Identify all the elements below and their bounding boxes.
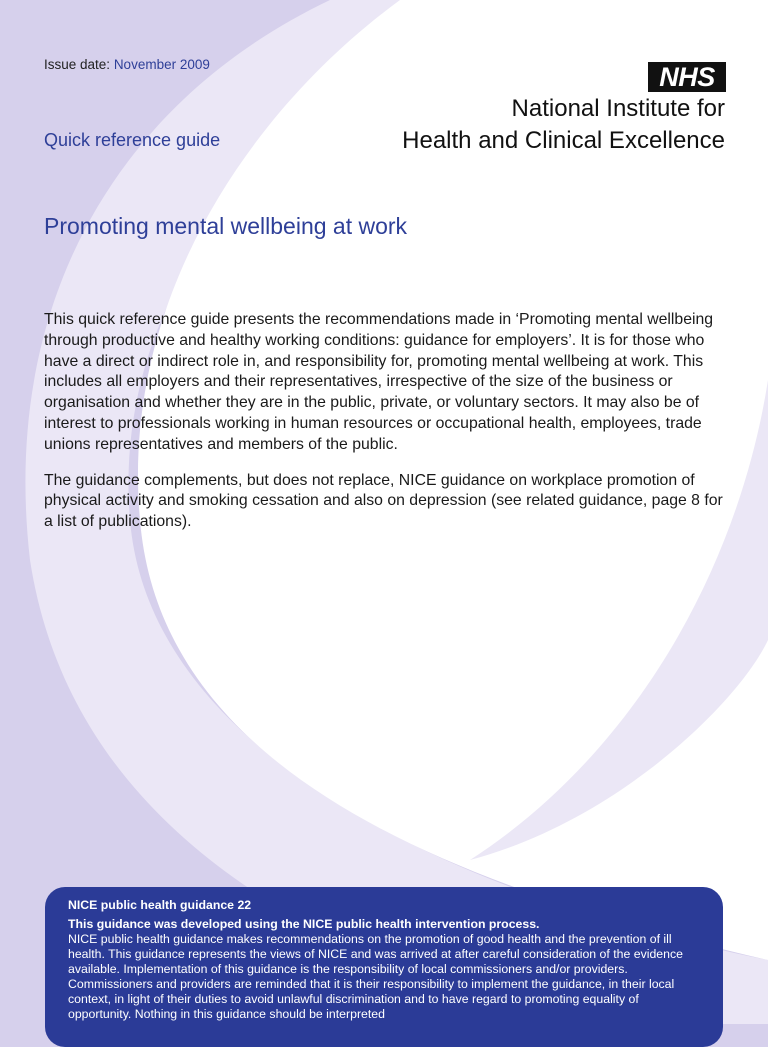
issue-date-value: November 2009 bbox=[113, 57, 210, 72]
info-box-heading: NICE public health guidance 22 bbox=[68, 898, 252, 912]
guide-type: Quick reference guide bbox=[44, 130, 221, 150]
intro-text bbox=[44, 310, 734, 548]
institute-name-line2: Health and Clinical Excellence bbox=[402, 127, 725, 154]
info-box-body: NICE public health guidance makes recommendations on the promotion of good health and the prevention of ill health. This guidance represents the views of NICE and was arrived at after careful consideration of the evidence available. Implementation of this guidance is the responsibility of local commissioners and/or providers. Commissioners and providers are reminded that it is their responsibility to implement the guidance, in their local context, in light of their duties to avoid unlawful discrimination and to have regard to promoting equality of opportunity. Nothing in this guidance should be interpreted bbox=[68, 932, 683, 1021]
nhs-logo: NHS bbox=[648, 62, 726, 92]
document-title: Promoting mental wellbeing at work bbox=[44, 213, 408, 239]
guidance-info-box bbox=[45, 887, 723, 1047]
info-box-subheading: This guidance was developed using the NICE public health intervention process. bbox=[68, 917, 540, 931]
issue-date-label: Issue date: bbox=[44, 57, 111, 72]
intro-paragraph-1: This quick reference guide presents the recommendations made in ‘Promoting mental wellbeing through productive and healthy working conditions: guidance for employers’. It is for those who have a direct or indirect role in, and responsibility for, promoting mental wellbeing at work. This includes all employers and their representatives, irrespective of the size of the business or organisation and whether they are in the public, private, or voluntary sectors. It may also be of interest to professionals working in human resources or occupational health, employees, trade unions representatives and members of the public. bbox=[44, 311, 714, 453]
institute-name bbox=[402, 93, 725, 157]
issue-date bbox=[44, 57, 210, 72]
institute-name-line1: National Institute for bbox=[511, 95, 725, 122]
intro-paragraph-2: The guidance complements, but does not replace, NICE guidance on workplace promotion of physical activity and smoking cessation and also on depression (see related guidance, page 8 for a list of publications). bbox=[44, 471, 723, 531]
